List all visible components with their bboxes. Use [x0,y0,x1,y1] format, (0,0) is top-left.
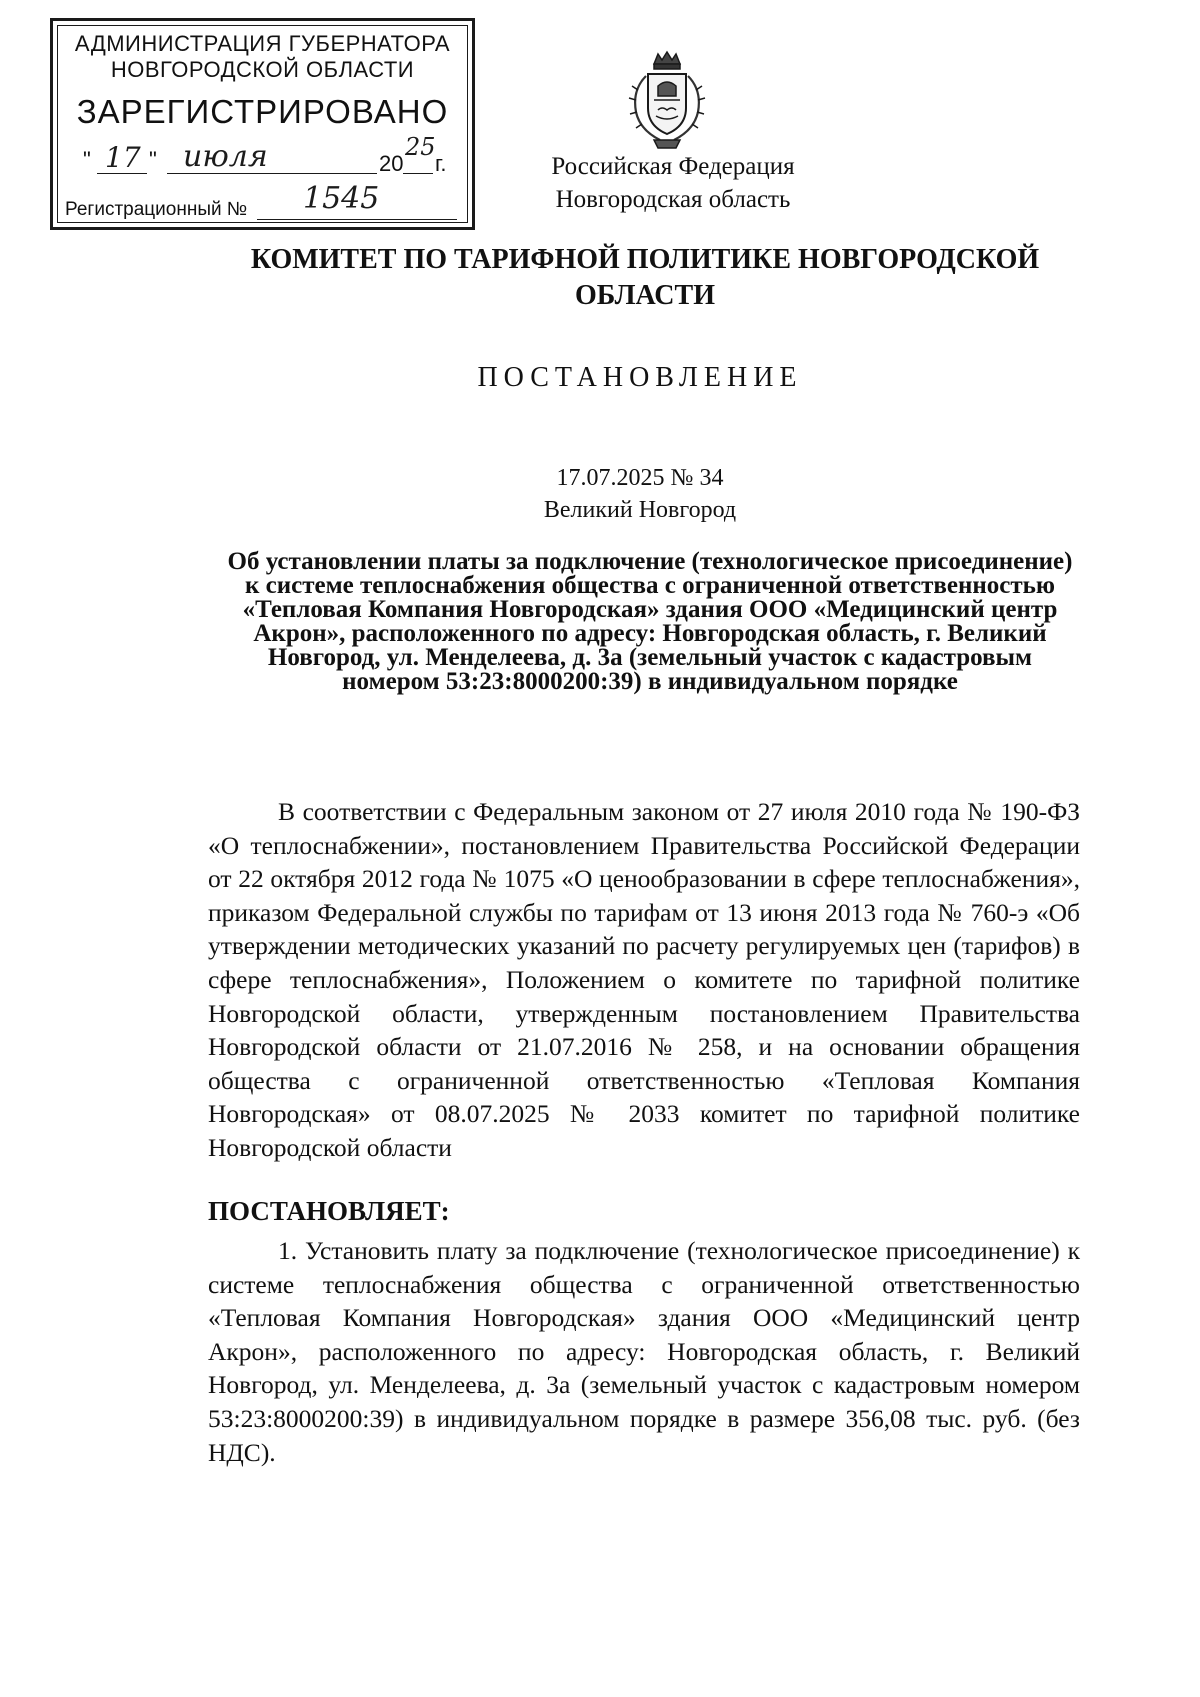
document-type: ПОСТАНОВЛЕНИЕ [477,362,803,393]
resolves-heading: ПОСТАНОВЛЯЕТ: [208,1196,450,1226]
document-city: Великий Новгород [543,497,737,523]
stamp-year-unit: г. [435,151,447,176]
stamp-region-line: НОВГОРОДСКОЙ ОБЛАСТИ [110,57,415,82]
stamp-registered-label: ЗАРЕГИСТРИРОВАНО [76,93,449,130]
document-date-place [500,462,780,526]
document-subject: Об установлении платы за подключение (технологическое присоединение) к системе теплоснабжения общества с ограниченной ответственностью «Тепловая Компания Новгородская» здания ООО «Медицинский центр Акрон», расположенного по адресу: Новгородская область, г. Великий Новгород, ул. Менделеева, д. 3а (земельный участок с кадастровым номером 53:23:8000200:39) в индивидуальном порядке [227,548,1073,695]
committee-title: КОМИТЕТ ПО ТАРИФНОЙ ПОЛИТИКЕ НОВГОРОДСКОЙ ОБЛАСТИ [250,244,1040,311]
stamp-number: 1545 [303,181,380,216]
stamp-year-suffix: 25 [405,133,436,161]
stamp-month: июля [183,139,268,174]
stamp-day: 17 [105,141,141,174]
coat-of-arms-icon [624,50,710,152]
federation-name: Российская Федерация [551,153,795,180]
resolution-item-1: 1. Установить плату за подключение (технологическое присоединение) к системе теплоснабжения общества с ограниченной ответственностью «Тепловая Компания Новгородская» здания ООО «Медицинский центр Акрон», расположенного по адресу: Новгородская область, г. Великий Новгород, ул. Менделеева, д. 3а (земельный участок с кадастровым номером 53:23:8000200:39) в индивидуальном порядке в размере 356,08 тыс. руб. (без НДС). [208,1236,1080,1467]
stamp-date-row: " 17 " июля 20 25 г. [83,133,447,176]
stamp-administration-line: АДМИНИСТРАЦИЯ ГУБЕРНАТОРА [74,31,451,56]
document-date-number: 17.07.2025 № 34 [556,465,724,491]
registration-stamp [50,18,475,230]
resolution-items [208,1234,1080,1469]
document-preamble [208,795,1080,1165]
preamble-paragraph: В соответствии с Федеральным законом от 27 июля 2010 года № 190-ФЗ «О теплоснабжении», постановлением Правительства Российской Федерации от 22 октября 2012 года № 1075 «О ценообразовании в сфере теплоснабжения», приказом Федеральной службы по тарифам от 13 июня 2013 года № 760-э «Об утверждении методических указаний по расчету регулируемых цен (тарифов) в сфере теплоснабжения», Положением о комитете по тарифной политике Новгородской области, утвержденным постановлением Правительства Новгородской области от 21.07.2016 № 258, и на основании обращения общества с ограниченной ответственностью «Тепловая Компания Новгородская» от 08.07.2025 № 2033 комитет по тарифной политике Новгородской области [208,797,1080,1162]
stamp-number-label: Регистрационный № [65,199,248,220]
letterhead-country-region [518,150,828,216]
stamp-year-prefix: 20 [379,151,404,176]
region-name: Новгородская область [555,186,791,213]
